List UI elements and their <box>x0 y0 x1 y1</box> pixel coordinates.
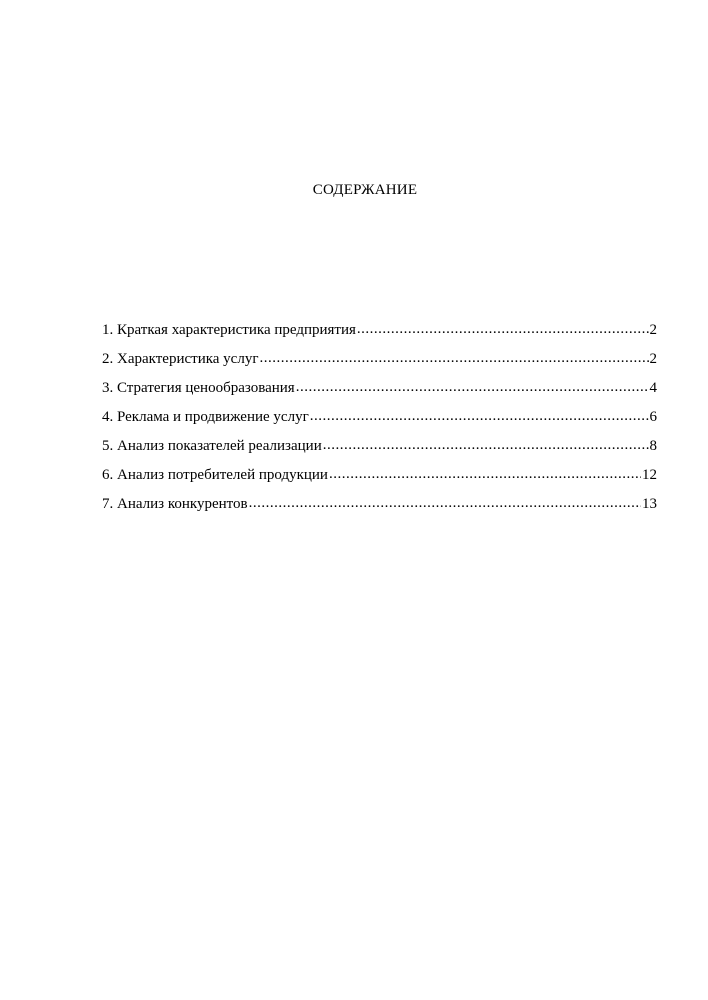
toc-dot-leader <box>329 464 641 484</box>
toc-dot-leader <box>249 493 641 513</box>
toc-entry-text: 1. Краткая характеристика предприятия <box>102 322 356 338</box>
toc-entry-text: 7. Анализ конкурентов <box>102 496 248 512</box>
toc-entry-text: 6. Анализ потребителей продукции <box>102 467 328 483</box>
toc-dot-leader <box>357 319 649 339</box>
toc-page-number: 12 <box>642 467 657 483</box>
toc-heading: СОДЕРЖАНИЕ <box>312 182 418 198</box>
toc-page-number: 8 <box>649 438 657 454</box>
toc-page-number: 2 <box>649 351 657 367</box>
toc-entry <box>102 349 657 378</box>
toc-entry <box>102 320 657 349</box>
toc-dot-leader <box>296 377 649 397</box>
toc-dot-leader <box>259 348 648 368</box>
toc-entry-text: 4. Реклама и продвижение услуг <box>102 409 309 425</box>
toc-entry <box>102 378 657 407</box>
toc-entry <box>102 407 657 436</box>
toc-entry-text: 2. Характеристика услуг <box>102 351 259 367</box>
toc-entry <box>102 494 657 523</box>
toc-entry <box>102 436 657 465</box>
toc-entry-text: 3. Стратегия ценообразования <box>102 380 295 396</box>
toc-dot-leader <box>310 406 649 426</box>
toc-page-number: 4 <box>649 380 657 396</box>
toc-entry <box>102 465 657 494</box>
toc-page-number: 13 <box>642 496 657 512</box>
toc-entry-text: 5. Анализ показателей реализации <box>102 438 322 454</box>
toc-page-number: 6 <box>649 409 657 425</box>
table-of-contents <box>102 320 657 523</box>
toc-page-number: 2 <box>649 322 657 338</box>
toc-dot-leader <box>323 435 649 455</box>
